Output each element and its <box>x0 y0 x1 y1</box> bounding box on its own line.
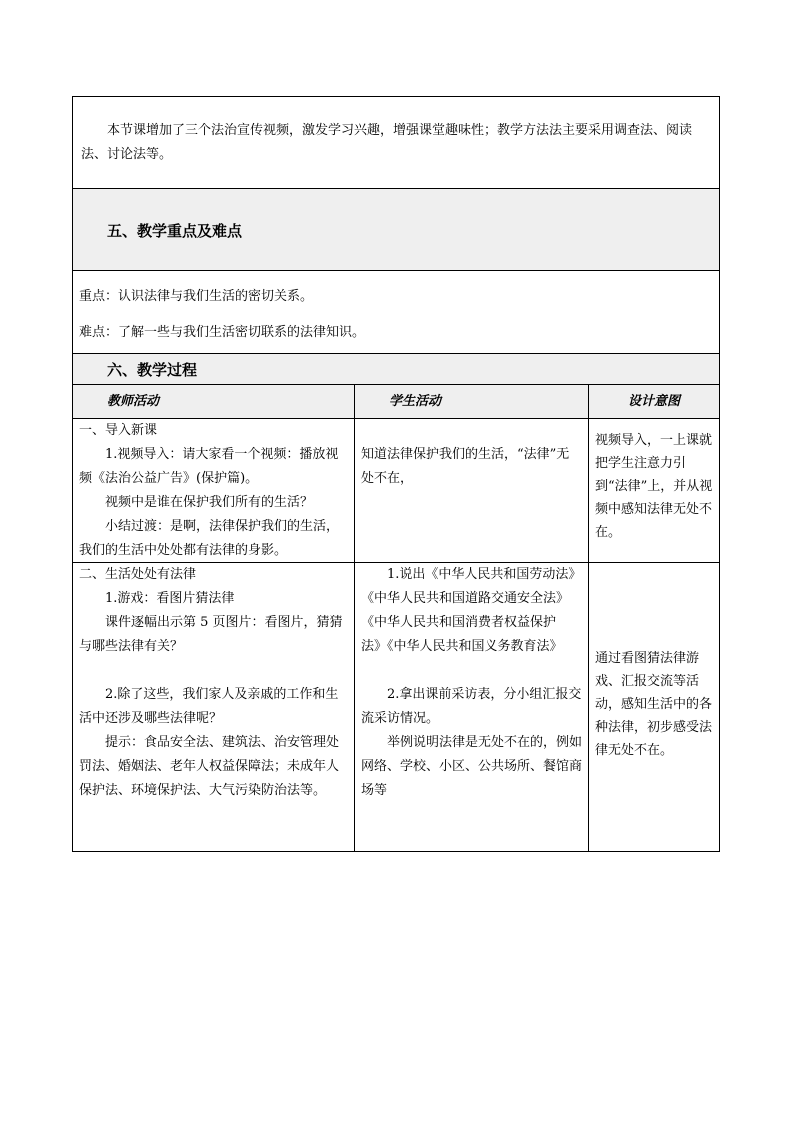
lesson-plan-table <box>72 96 720 852</box>
student-activity-law <box>355 563 589 851</box>
teacher-step-heading: 一、导入新课 <box>79 423 158 438</box>
key-points-row <box>73 271 719 354</box>
design-intent-text: 视频导入，一上课就把学生注意力引到“法律”上，并从视频中感知法律无处不在。 <box>595 433 713 540</box>
design-intent-intro <box>589 419 719 562</box>
teacher-step-text: 1.游戏：看图片猜法律 <box>105 591 235 606</box>
student-step-text: 举例说明法律是无处不在的，例如网络、学校、小区、公共场所、餐馆商场等 <box>361 735 583 798</box>
section-five-heading: 五、教学重点及难点 <box>107 222 243 240</box>
difficult-point-text: 难点：了解一些与我们生活密切联系的法律知识。 <box>79 325 366 340</box>
process-row-law <box>73 563 719 851</box>
student-spacer <box>361 659 582 683</box>
teacher-step-text: 1.视频导入：请大家看一个视频：播放视频《法治公益广告》(保护篇)。 <box>79 447 339 486</box>
student-step-text: 1.说出《中华人民共和国劳动法》《中华人民共和国道路交通安全法》《中华人民共和国消费者权益保护法》《中华人民共和国义务教育法》 <box>361 567 582 654</box>
intro-row <box>73 97 719 189</box>
section-six-heading: 六、教学过程 <box>107 361 198 379</box>
intro-text: 本节课增加了三个法治宣传视频，激发学习兴趣，增强课堂趣味性；教学方法法主要采用调查法、阅读法、讨论法等。 <box>81 123 693 162</box>
section-five-heading-row <box>73 189 719 271</box>
design-intent-law <box>589 563 719 851</box>
teacher-step-text: 小结过渡：是啊，法律保护我们的生活，我们的生活中处处都有法律的身影。 <box>79 519 340 558</box>
col-header-teacher: 教师活动 <box>73 385 355 418</box>
teacher-spacer <box>79 659 348 683</box>
teacher-step-heading: 二、生活处处有法律 <box>79 567 197 582</box>
process-row-intro <box>73 419 719 563</box>
col-header-intent: 设计意图 <box>627 394 680 409</box>
student-step-text: 2.拿出课前采访表，分小组汇报交流采访情况。 <box>361 687 582 726</box>
student-step-text: 知道法律保护我们的生活，“法律”无处不在， <box>361 447 570 486</box>
design-intent-text: 通过看图猜法律游戏、汇报交流等活动，感知生活中的各种法律，初步感受法律无处不在。 <box>595 651 713 758</box>
process-header-row <box>73 385 719 419</box>
teacher-step-text: 视频中是谁在保护我们所有的生活？ <box>105 495 314 510</box>
teacher-step-text: 提示：食品安全法、建筑法、治安管理处罚法、婚姻法、老年人权益保障法；未成年人保护法、环境保护法、大气污染防治法等。 <box>79 735 340 798</box>
col-header-student: 学生活动 <box>355 385 589 418</box>
key-point-text: 重点：认识法律与我们生活的密切关系。 <box>79 289 314 304</box>
student-activity-intro <box>355 419 589 562</box>
section-six-heading-row <box>73 354 719 385</box>
teacher-step-text: 课件逐幅出示第 5 页图片：看图片，猜猜与哪些法律有关？ <box>79 615 343 654</box>
teacher-activity-law <box>73 563 355 851</box>
teacher-step-text: 2.除了这些，我们家人及亲戚的工作和生活中还涉及哪些法律呢？ <box>79 687 339 726</box>
teacher-activity-intro <box>73 419 355 562</box>
